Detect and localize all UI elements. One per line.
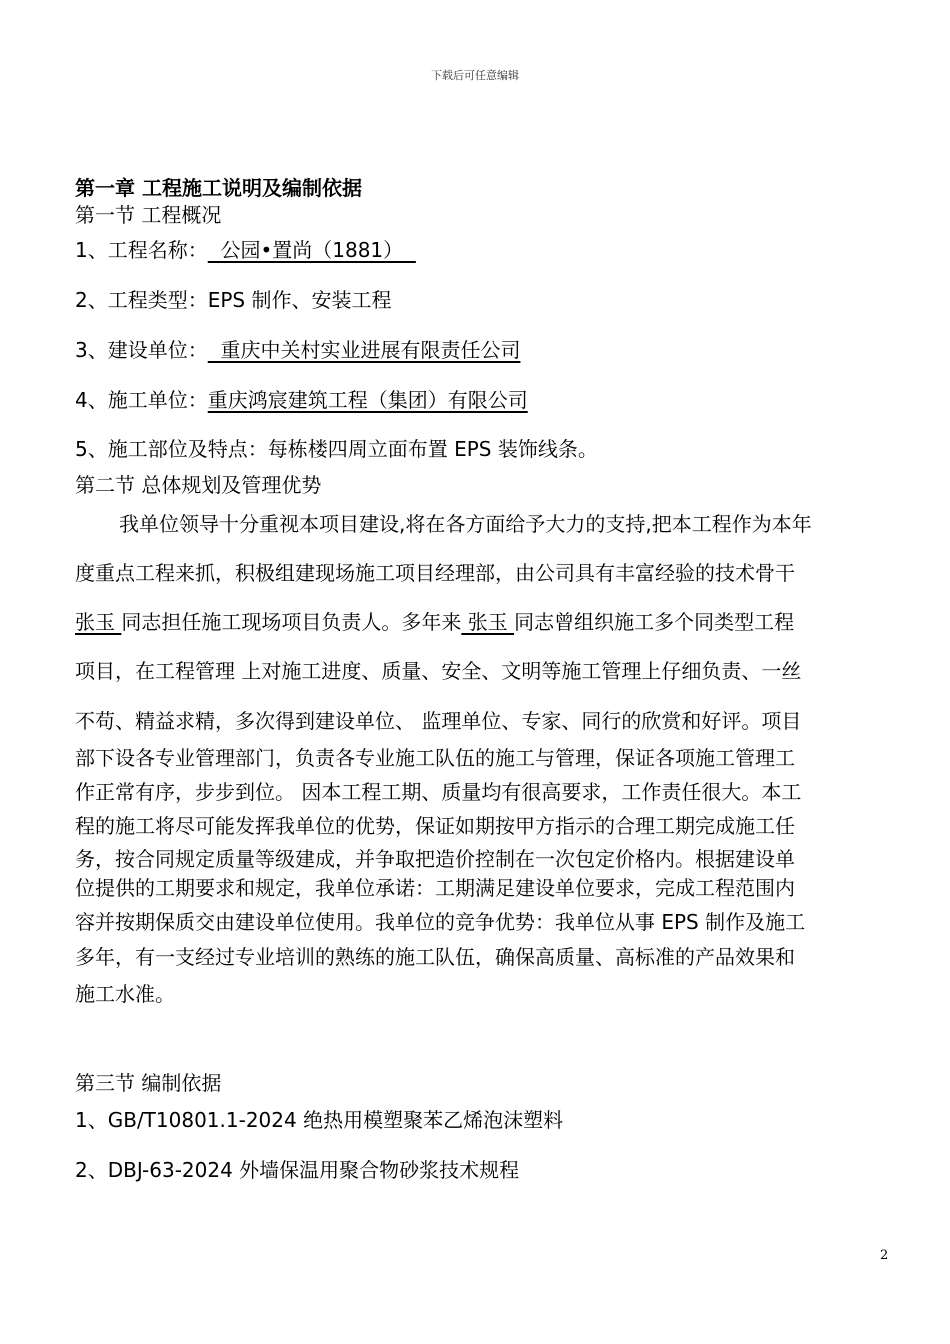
leader-text: 同志曾组织施工多个同类型工程 (514, 610, 795, 634)
contractor-line (75, 388, 528, 412)
project-name-value: 公园•置尚（1881） (207, 238, 416, 262)
leader-name: 张玉 (461, 610, 515, 634)
section2-line: 程的施工将尽可能发挥我单位的优势，保证如期按甲方指示的合理工期完成施工任 (75, 814, 795, 838)
owner-label: 3、建设单位： (75, 338, 208, 362)
section2-line: 我单位领导十分重视本项目建设,将在各方面给予大力的支持,把本工程作为本年 (119, 512, 812, 536)
page-header: 下载后可任意编辑 (431, 69, 519, 82)
leader-line (75, 610, 890, 634)
section2-line: 度重点工程来抓，积极组建现场施工项目经理部，由公司具有丰富经验的技术骨干 (75, 561, 795, 585)
owner-line (75, 338, 520, 362)
leader-text: 同志担任施工现场项目负责人。多年来 (121, 610, 462, 634)
reference-item: 1、GB/T10801.1-2024 绝热用模塑聚苯乙烯泡沫塑料 (75, 1108, 564, 1132)
construction-part-line: 5、施工部位及特点：每栋楼四周立面布置 EPS 装饰线条。 (75, 437, 598, 461)
section2-line: 项目，在工程管理 上对施工进度、质量、安全、文明等施工管理上仔细负责、一丝 (75, 659, 802, 683)
project-name-label: 1、工程名称： (75, 238, 208, 262)
section3-title: 第三节 编制依据 (75, 1071, 222, 1095)
section2-line: 容并按期保质交由建设单位使用。我单位的竞争优势：我单位从事 EPS 制作及施工 (75, 910, 806, 934)
section2-line: 不苟、精益求精，多次得到建设单位、 监理单位、专家、同行的欣赏和好评。项目 (75, 709, 802, 733)
section2-line: 位提供的工期要求和规定，我单位承诺：工期满足建设单位要求，完成工程范围内 (75, 876, 795, 900)
section2-line: 部下设各专业管理部门，负责各专业施工队伍的施工与管理，保证各项施工管理工 (75, 746, 795, 770)
section2-title: 第二节 总体规划及管理优势 (75, 473, 322, 497)
project-name-line (75, 238, 416, 262)
contractor-value: 重庆鸿宸建筑工程（集团）有限公司 (207, 388, 528, 412)
section2-line: 务，按合同规定质量等级建成，并争取把造价控制在一次包定价格内。根据建设单 (75, 847, 795, 871)
section1-title: 第一节 工程概况 (75, 203, 222, 227)
section2-line: 施工水准。 (75, 982, 175, 1006)
owner-value: 重庆中关村实业进展有限责任公司 (207, 338, 521, 362)
section2-line: 作正常有序，步步到位。 因本工程工期、质量均有很高要求，工作责任很大。本工 (75, 780, 802, 804)
reference-item: 2、DBJ-63-2024 外墙保温用聚合物砂浆技术规程 (75, 1158, 520, 1182)
contractor-label: 4、施工单位： (75, 388, 208, 412)
leader-name: 张玉 (75, 610, 122, 634)
page-number: 2 (880, 1248, 889, 1263)
project-type-line: 2、工程类型：EPS 制作、安装工程 (75, 288, 392, 312)
chapter-title: 第一章 工程施工说明及编制依据 (75, 176, 362, 200)
section2-line: 多年，有一支经过专业培训的熟练的施工队伍，确保高质量、高标准的产品效果和 (75, 945, 795, 969)
